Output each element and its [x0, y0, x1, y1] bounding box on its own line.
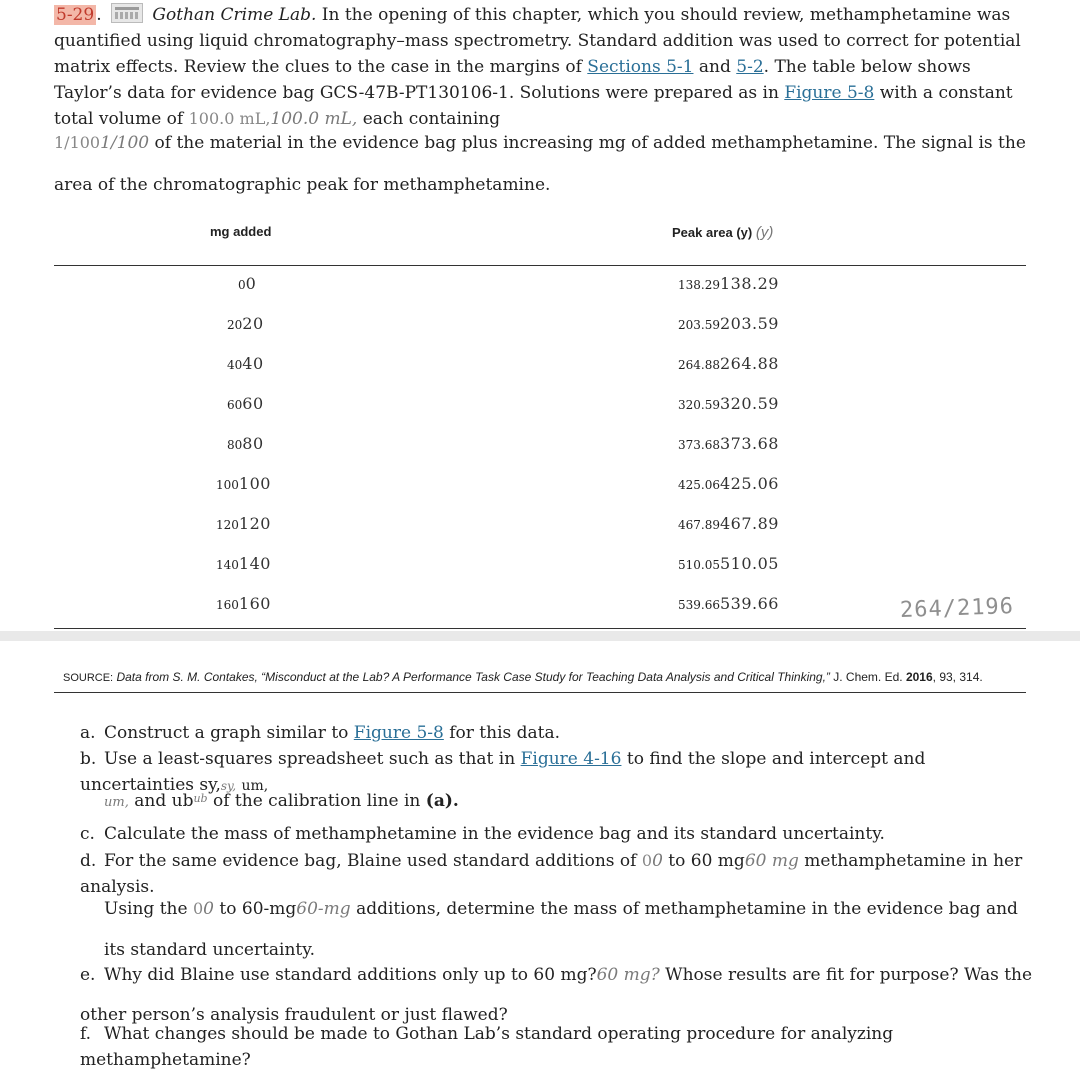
- link-figure-4-16[interactable]: Figure 4-16: [520, 749, 622, 769]
- intro-text-4: each containing: [362, 109, 501, 129]
- ub-math: ub: [193, 792, 208, 805]
- question-b-cont: um, and $ub^{ub}$ of the calibration line in (a).: [104, 791, 459, 811]
- question-label: f.: [80, 1024, 92, 1044]
- fraction-text: 1/100: [54, 133, 101, 152]
- source-year: 2016: [905, 670, 933, 684]
- sy-math: sy,: [220, 779, 237, 793]
- question-label: a.: [80, 723, 96, 743]
- link-figure-5-8-a[interactable]: Figure 5-8: [353, 723, 444, 743]
- source-text: Data from S. M. Contakes, “Misconduct at the Lab? A Performance Task Case Study for Teaching Data Analysis and Critical Thinking,”: [116, 670, 830, 684]
- question-b: b. Use a least-squares spreadsheet such as that in Figure 4-16 to find the slope and intercept and uncertainties sy,sy, um,: [80, 746, 1040, 799]
- mg-cell: 00: [238, 274, 257, 293]
- area-cell: 138.29138.29: [678, 274, 779, 293]
- link-sections-5-1[interactable]: Sections 5-1: [587, 57, 694, 77]
- question-f: f. What changes should be made to Gothan Lab’s standard operating procedure for analyzing methamphetamine?: [80, 1021, 1040, 1073]
- mg-cell: 120120: [216, 514, 271, 533]
- intro-text-5: of the material in the evidence bag plus increasing mg of added methamphetamine. The signal is the area of the chromatographic peak for methamphetamine.: [54, 133, 1026, 195]
- area-cell: 425.06425.06: [678, 474, 779, 493]
- question-d-cont: Using the 00 to 60-mg60-mg additions, determine the mass of methamphetamine in the evidence bag and its standard uncertainty.: [104, 899, 1018, 960]
- source-citation: [63, 670, 983, 684]
- intro-text-3: with a constant total volume of: [54, 83, 1013, 129]
- um-math: um,: [104, 795, 129, 810]
- question-d: d. For the same evidence bag, Blaine used standard additions of 00 to 60 mg60 mg methamphetamine in her analysis.: [80, 848, 1040, 900]
- question-label: d.: [80, 851, 97, 871]
- um-text: um,: [241, 778, 269, 794]
- link-figure-5-8[interactable]: Figure 5-8: [784, 83, 875, 103]
- mg-cell: 8080: [227, 434, 264, 453]
- col-header-mg-added: mg added: [210, 224, 272, 239]
- part-a-ref: (a).: [425, 791, 459, 811]
- source-journal: J. Chem. Ed.: [833, 670, 903, 684]
- question-c: c. Calculate the mass of methamphetamine in the evidence bag and its standard uncertainty.: [80, 821, 1040, 847]
- col-header-peak-area: Peak area (y) (y): [672, 224, 774, 241]
- section-separator: [0, 631, 1080, 641]
- intro-text-1: In the opening of this chapter, which you should review, methamphetamine was quantified using liquid chromatography–mass spectrometry. Standard addition was used to correct for potential matrix effects. Review the clues to the case in the margins of: [54, 5, 1021, 77]
- question-e: e. Why did Blaine use standard additions only up to 60 mg?60 mg? Whose results are fit for purpose? Was the other person’s analysis fraudulent or just flawed?: [80, 955, 1040, 1035]
- source-label: SOURCE:: [63, 672, 114, 684]
- area-cell: 510.05510.05: [678, 554, 779, 573]
- area-cell: 203.59203.59: [678, 314, 779, 333]
- area-cell: 373.68373.68: [678, 434, 779, 453]
- intro-text-2: . The table below shows Taylor’s data for evidence bag GCS-47B-PT130106-1. Solutions were prepared as in: [54, 57, 971, 103]
- link-section-5-2[interactable]: 5-2: [736, 57, 764, 77]
- spreadsheet-icon[interactable]: [111, 3, 143, 23]
- peak-area-math: (y): [755, 224, 774, 241]
- problem-statement: 5-29 . Gothan Crime Lab. In the opening of this chapter, which you should review, methamphetamine was quantified using liquid chromatography–mass spectrometry. Standard addition was used to correct for potential matrix effects. Review the clues to the case in the margins of Sections 5-1 and 5-2. The table below shows Taylor’s data for evidence bag GCS-47B-PT130106-1. Solutions were prepared as in Figure 5-8 with a constant total volume of 100.0 mL,100.0 mL, each containing: [54, 5, 1021, 129]
- mg-cell: 6060: [227, 394, 264, 413]
- table-header-divider: [54, 265, 1026, 266]
- question-label: e.: [80, 965, 96, 985]
- page-counter: 264/2196: [899, 594, 1015, 623]
- mg-cell: 100100: [216, 474, 271, 493]
- volume-math: 100.0 mL,: [270, 109, 358, 129]
- mg-cell: 140140: [216, 554, 271, 573]
- problem-number[interactable]: 5-29: [56, 5, 95, 25]
- mg-cell: 4040: [227, 354, 264, 373]
- mg-cell: 160160: [216, 594, 271, 613]
- area-cell: 539.66539.66: [678, 594, 779, 613]
- problem-statement-cont: [54, 122, 1034, 206]
- source-divider: [54, 692, 1026, 693]
- and-word: and: [698, 57, 731, 77]
- fraction-math: 1/100: [100, 133, 150, 153]
- table-bottom-divider: [54, 628, 1026, 629]
- problem-title: Gothan Crime Lab.: [152, 5, 317, 25]
- area-cell: 467.89467.89: [678, 514, 779, 533]
- volume-text: 100.0 mL,: [188, 109, 271, 128]
- mg-cell: 2020: [227, 314, 264, 333]
- question-label: c.: [80, 824, 95, 844]
- source-rest: , 93, 314.: [932, 670, 983, 684]
- question-label: b.: [80, 749, 97, 769]
- area-cell: 320.59320.59: [678, 394, 779, 413]
- question-a: a. Construct a graph similar to Figure 5-8 for this data.: [80, 720, 1040, 746]
- area-cell: 264.88264.88: [678, 354, 779, 373]
